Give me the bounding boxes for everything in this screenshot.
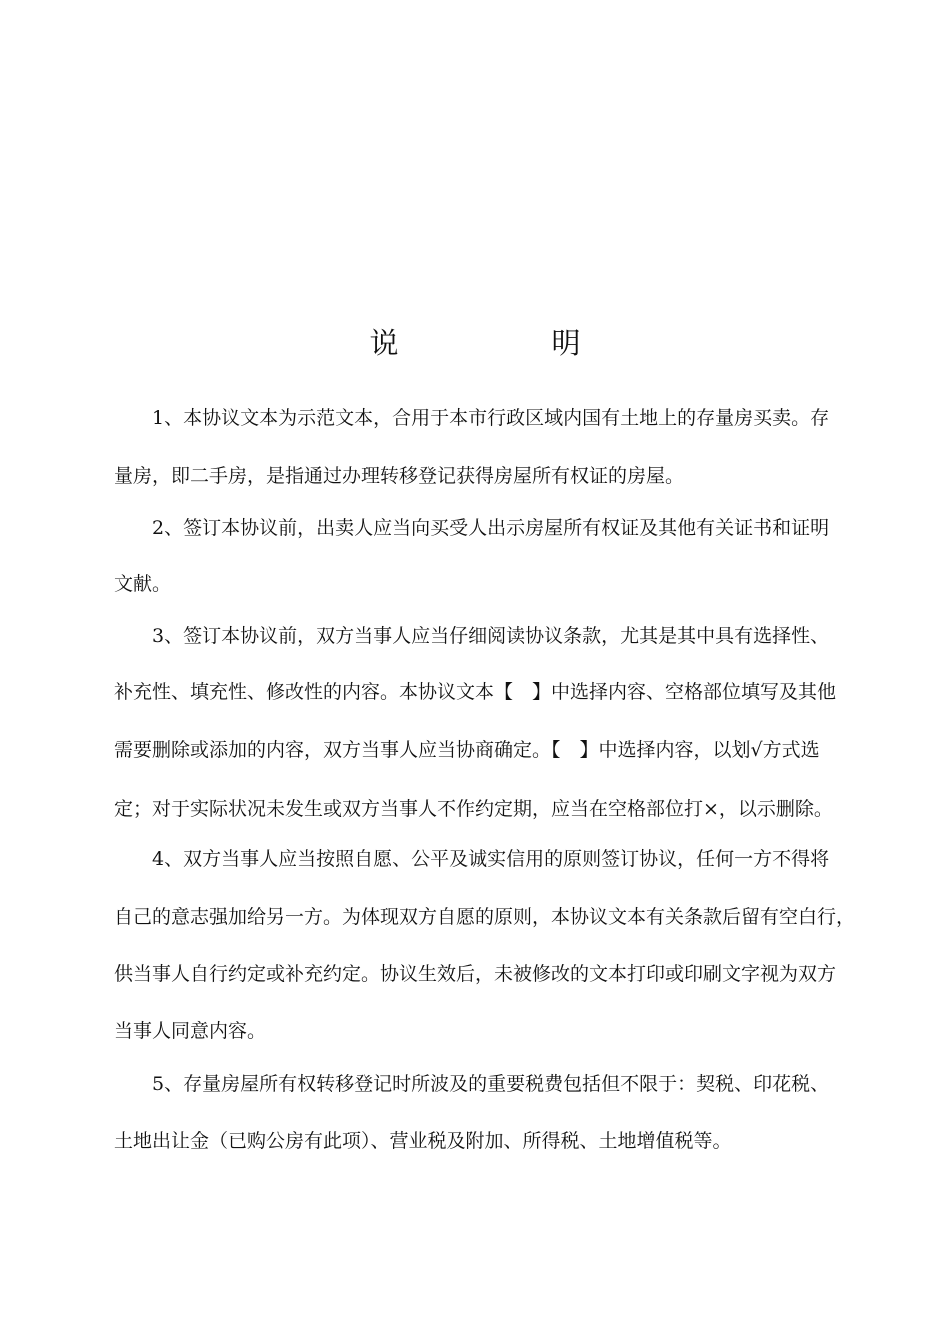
paragraph-4-line-2: 自己的意志强加给另一方。为体现双方自愿的原则，本协议文本有关条款后留有空白行，: [114, 906, 856, 928]
paragraph-2-line-1: 2、签订本协议前，出卖人应当向买受人出示房屋所有权证及其他有关证书和证明: [152, 517, 830, 539]
paragraph-3-line-3: 需要删除或添加的内容，双方当事人应当协商确定。【 】中选择内容，以划√方式选: [114, 739, 820, 761]
page-title: 说 明: [369, 326, 643, 360]
paragraph-5-line-2: 土地出让金（已购公房有此项）、营业税及附加、所得税、土地增值税等。: [114, 1130, 732, 1152]
paragraph-4-line-1: 4、双方当事人应当按照自愿、公平及诚实信用的原则签订协议，任何一方不得将: [152, 848, 830, 870]
paragraph-4-line-3: 供当事人自行约定或补充约定。协议生效后，未被修改的文本打印或印刷文字视为双方: [114, 963, 837, 985]
paragraph-5-line-1: 5、存量房屋所有权转移登记时所波及的重要税费包括但不限于：契税、印花税、: [152, 1073, 830, 1095]
paragraph-3-line-2: 补充性、填充性、修改性的内容。本协议文本【 】中选择内容、空格部位填写及其他: [114, 681, 837, 703]
paragraph-3-line-1: 3、签订本协议前，双方当事人应当仔细阅读协议条款，尤其是其中具有选择性、: [152, 625, 830, 647]
paragraph-4-line-4: 当事人同意内容。: [114, 1020, 267, 1042]
paragraph-1-line-1: 1、本协议文本为示范文本，合用于本市行政区域内国有土地上的存量房买卖。存: [152, 407, 830, 429]
paragraph-2-line-2: 文献。: [114, 573, 172, 595]
paragraph-3-line-4: 定；对于实际状况未发生或双方当事人不作约定期，应当在空格部位打×，以示删除。: [114, 798, 833, 820]
paragraph-1-line-2: 量房，即二手房，是指通过办理转移登记获得房屋所有权证的房屋。: [114, 465, 685, 487]
